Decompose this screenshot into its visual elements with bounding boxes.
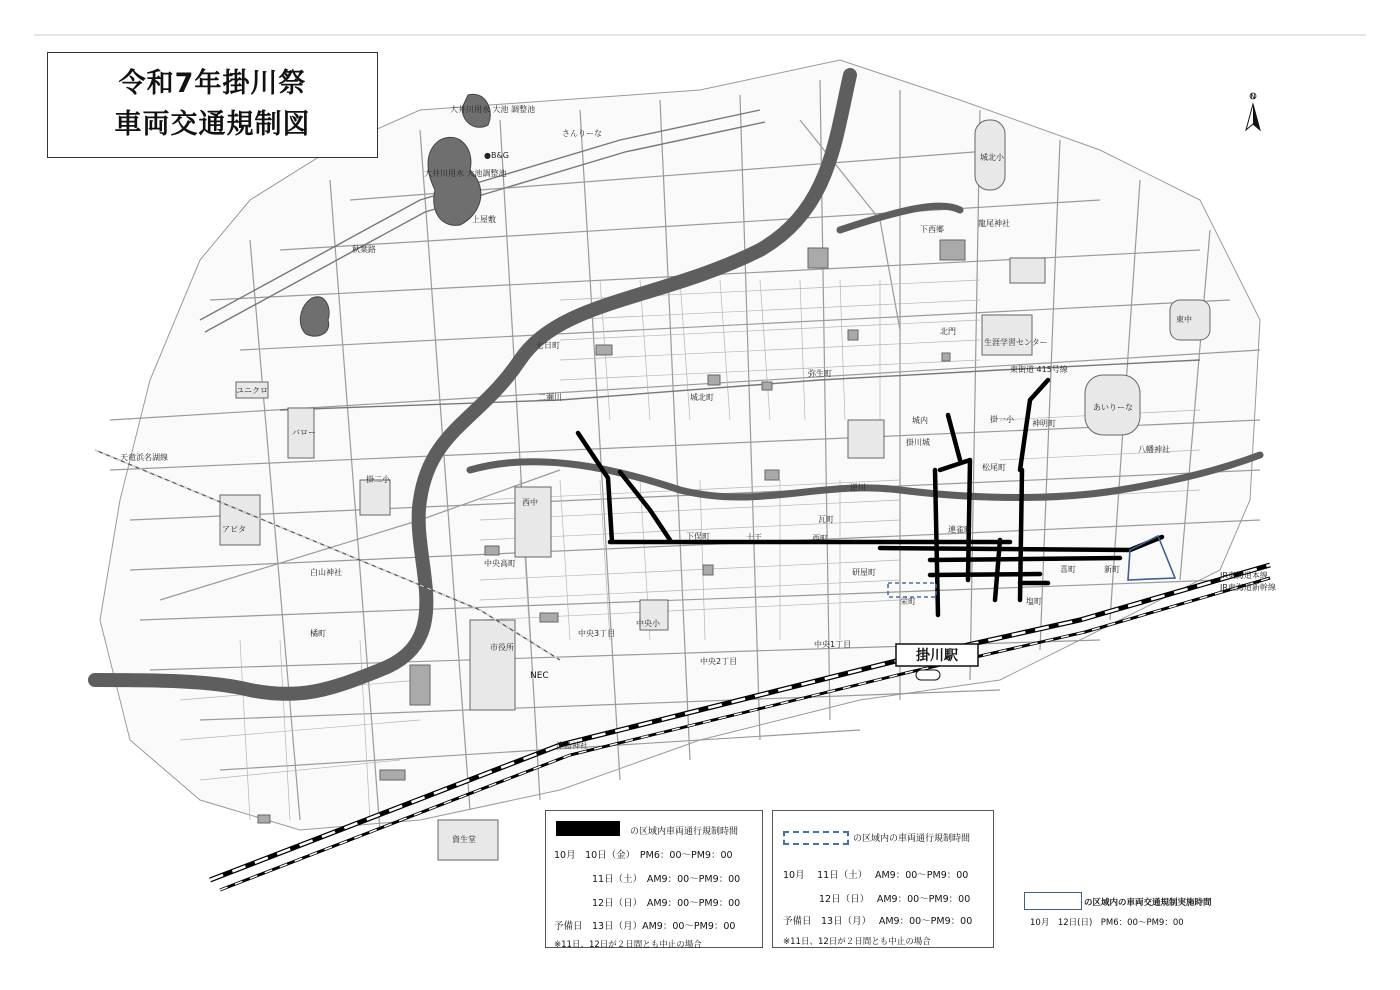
label-futasegawa: 二瀬川: [538, 393, 562, 402]
label-sanrina: さんりーな: [562, 129, 602, 138]
label-ooi-upper: 大井川用水 大池 調整池: [450, 105, 536, 114]
label-chuo2: 中央2丁目: [700, 657, 738, 666]
label-ooi-lower: 大井川用水 大池調整池: [424, 169, 507, 178]
label-tokaidomain: JR東海道本線: [1220, 571, 1268, 580]
legend-dashed-row2: 12日（日） AM9：00～PM9：00: [819, 894, 971, 905]
label-shimomata: 下俣町: [686, 532, 710, 541]
legend-box-swatch: [1024, 892, 1082, 910]
label-bg: ●B&G: [484, 151, 509, 160]
label-aiina: あいりーな: [1093, 403, 1133, 412]
title-line1: 令和7年掛川祭: [118, 68, 307, 99]
label-nec: NEC: [530, 671, 549, 681]
title-line2: 車両交通規制図: [114, 109, 311, 140]
legend-solid-row1: 10月 10日（金） PM6：00～PM9：00: [554, 850, 733, 861]
legend-solid-row4: 予備日 13日（月）AM9：00～PM9：00: [554, 921, 736, 932]
legend-solid-row2: 11日（土） AM9：00～PM9：00: [592, 874, 741, 885]
legend-box-header: の区域内の車両交通規制実施時間: [1084, 898, 1212, 908]
label-matsuo: 松尾町: [982, 463, 1006, 472]
svg-text:N: N: [1250, 93, 1256, 101]
map-title: [47, 52, 378, 158]
legend-solid: [545, 810, 763, 948]
legend-dashed-note: ※11日、12日が２日間とも中止の場合: [783, 937, 931, 947]
legend-dashed-header: の区域内の車両通行規制時間: [853, 834, 971, 844]
compass-icon: [1246, 93, 1260, 130]
label-kakegawa2sho: 掛二小: [366, 475, 390, 484]
label-kamichomachi: 神明町: [1032, 419, 1056, 428]
label-jusho: 十王: [746, 533, 762, 542]
label-jonai: 城内: [912, 416, 928, 425]
label-uniqlo: ユニクロ: [236, 386, 268, 395]
label-shimosaigo: 下西郷: [920, 225, 944, 234]
label-yayoi: 弥生町: [808, 369, 832, 378]
label-nanajomachi: 七日町: [536, 341, 560, 350]
label-chuo1: 中央1丁目: [814, 640, 852, 649]
label-kokumin: 東街道 415号線: [1010, 365, 1068, 374]
label-shiyakusho: 市役所: [490, 643, 514, 652]
label-ryuo: 龍尾神社: [978, 219, 1010, 228]
legend-box-row1: 10月 12日(日) PM6：00～PM9：00: [1030, 918, 1184, 928]
label-hachiman: 八幡神社: [1138, 445, 1170, 454]
label-chuo3: 中央3丁目: [578, 629, 616, 638]
legend-solid-note: ※11日、12日が２日間とも中止の場合: [554, 940, 702, 950]
label-chuokotobuki: 中央高町: [484, 559, 516, 568]
label-apita: アピタ: [222, 525, 246, 534]
label-kamimachi: 喜町: [1060, 565, 1076, 574]
label-nishinaka: 西中: [522, 498, 538, 507]
label-tachibana: 橘町: [310, 629, 326, 638]
label-shinmachi: 新町: [1104, 565, 1120, 574]
label-shogai: 生涯学習センター: [984, 338, 1048, 347]
label-kawaramachi: 瓦町: [818, 515, 834, 524]
legend-solid-row3: 12日（日） AM9：00～PM9：00: [592, 898, 741, 909]
legend-dashed: [772, 810, 994, 948]
label-tenryuhama: 天竜浜名湖線: [120, 453, 168, 462]
label-chuosho: 中央小: [636, 619, 660, 628]
legend-dashed-row1: 10月 11日（土） AM9：00～PM9：00: [783, 870, 969, 881]
label-kakegawajo: 掛川城: [906, 438, 930, 447]
label-kenyamachi: 研屋町: [852, 568, 876, 577]
label-kakeichisho: 掛一小: [990, 415, 1014, 424]
label-kitamon: 北門: [940, 327, 956, 336]
legend-dashed-swatch: [783, 831, 849, 845]
label-renjakumachi: 連雀町: [948, 525, 972, 534]
label-tsumori: 津島神社: [556, 741, 588, 750]
label-gyakugawa: 逆川: [850, 483, 866, 492]
label-shiseido: 資生堂: [452, 835, 476, 844]
legend-solid-swatch: [556, 821, 620, 836]
label-shirayama: 白山神社: [310, 568, 342, 577]
label-nishimachi: 西町: [812, 534, 828, 543]
label-higashinaka: 東中: [1176, 315, 1192, 324]
label-shiomachi: 塩町: [1026, 597, 1042, 606]
label-johokusho: 城北小: [980, 153, 1004, 162]
label-akihadori: 秋葉路: [352, 245, 376, 254]
label-kamiyashiki: 上屋敷: [472, 215, 496, 224]
label-sakaemachi: 栄町: [900, 597, 916, 606]
svg-text:掛川駅: 掛川駅: [916, 648, 958, 664]
label-johoku: 城北町: [690, 393, 714, 402]
label-barrow: バロー: [292, 428, 316, 437]
legend-solid-header: の区域内車両通行規制時間: [630, 827, 739, 837]
legend-dashed-row3: 予備日 13日（月） AM9：00～PM9：00: [783, 916, 973, 927]
label-tokaido: JR東海道新幹線: [1220, 583, 1276, 592]
